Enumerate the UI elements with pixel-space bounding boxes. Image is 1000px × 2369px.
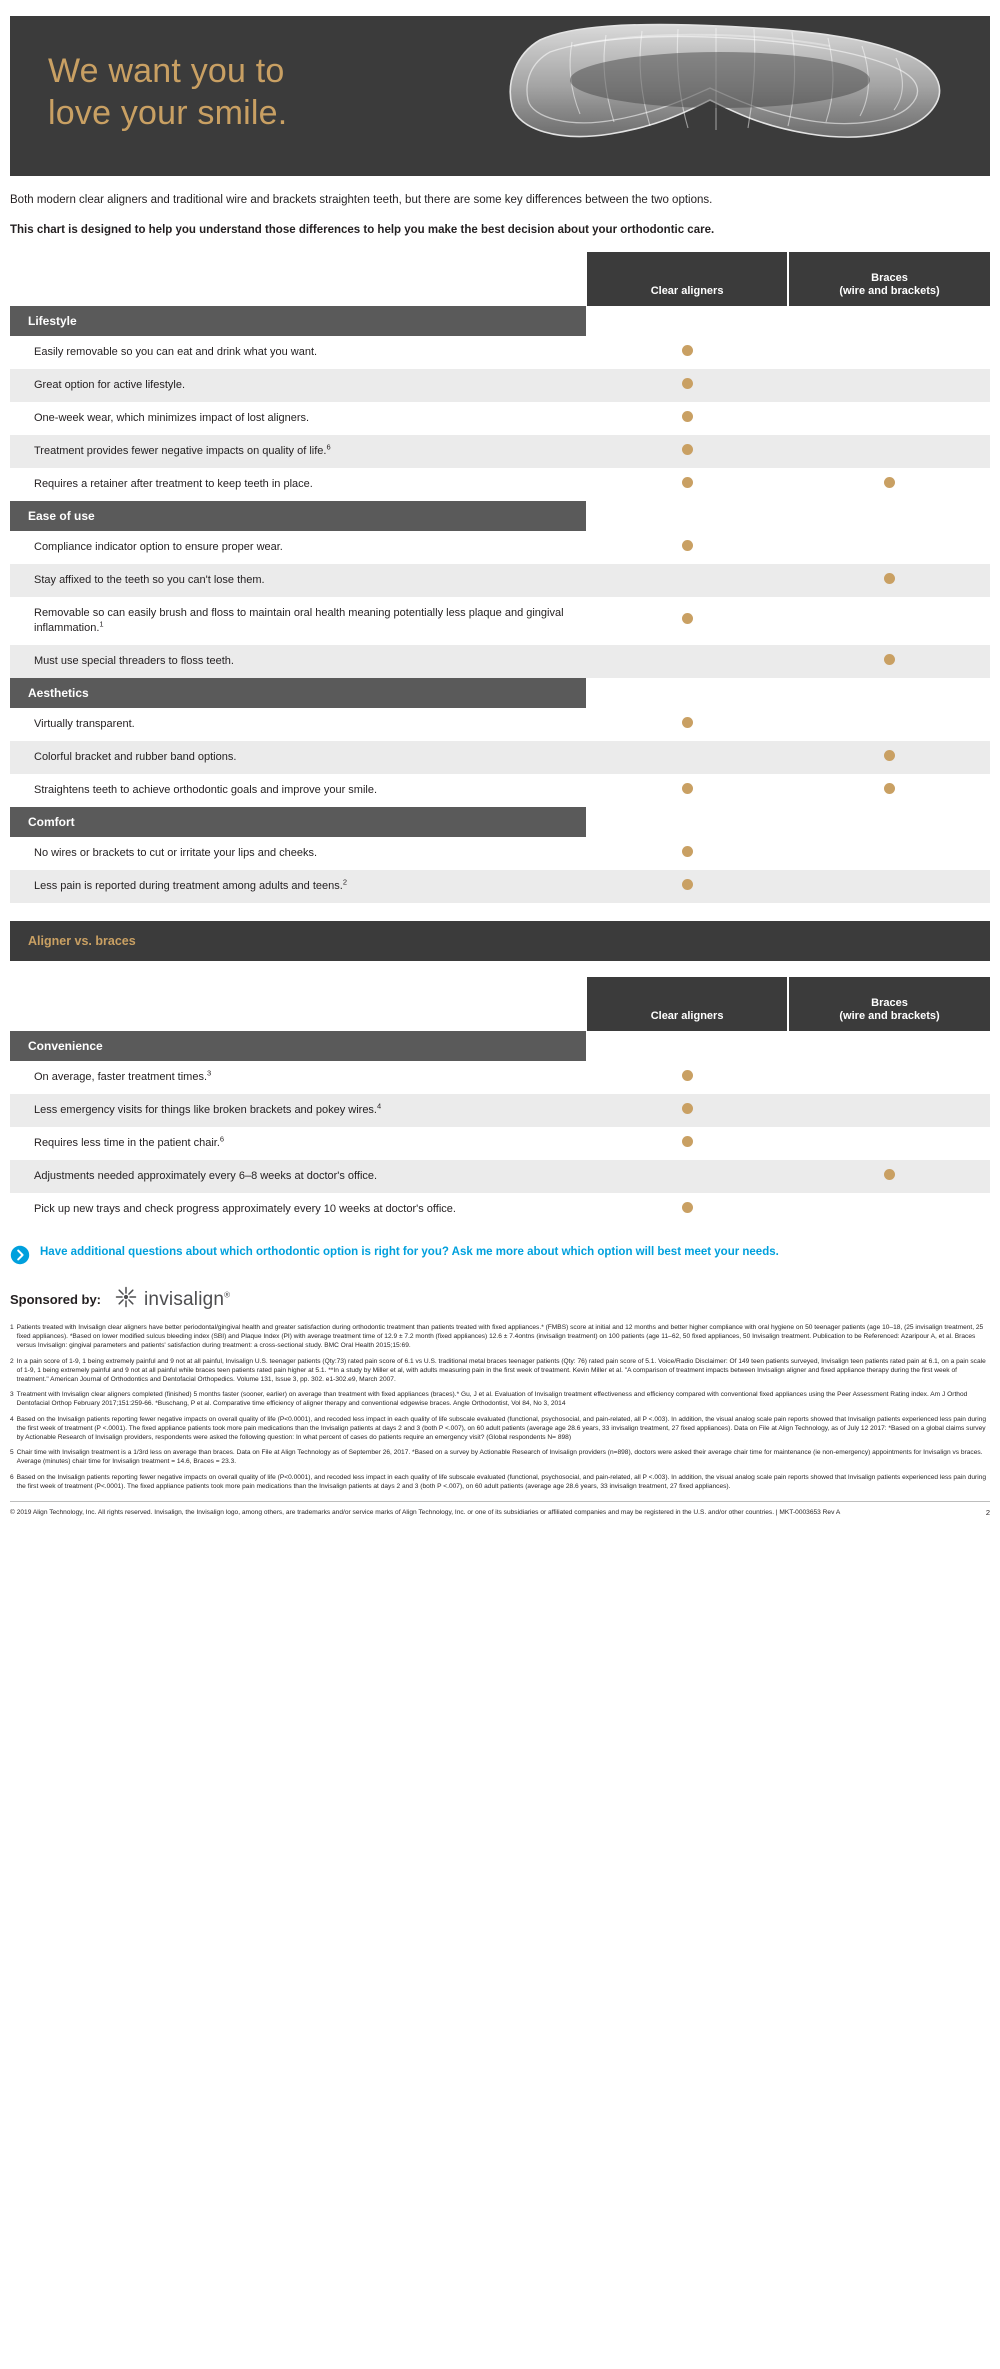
- braces-cell: [788, 402, 990, 435]
- column-header-braces-line2: (wire and brackets): [839, 1010, 940, 1022]
- feature-label-text: Removable so can easily brush and floss to maintain oral health meaning potentially less plaque and gingival inflammation.: [34, 607, 564, 634]
- section-blank-cell: [586, 678, 788, 708]
- table-row: [10, 837, 990, 870]
- check-dot-icon: [682, 613, 693, 624]
- section-title: Lifestyle: [10, 306, 586, 336]
- table-row: [10, 597, 990, 645]
- footnote-item: [10, 1390, 990, 1408]
- section-blank-cell: [586, 1031, 788, 1061]
- footnote-marker: 6: [219, 1134, 225, 1144]
- chevron-right-circle-icon: [10, 1245, 30, 1270]
- section-title: Comfort: [10, 807, 586, 837]
- footnote-text: Chair time with Invisalign treatment is a 1/3rd less on average than braces. Data on File at Align Technology as of September 26, 2017. *Based on a survey by Actionable Research of Invisalign providers (n=898), doctors were asked their average chair time for maintenance (ie non-emergency) appointments for Invisalign vs braces. Average (minutes) chair time for Invisalign treatment = 14.6, Braces = 23.3.: [16, 1449, 983, 1466]
- feature-label-text: Straightens teeth to achieve orthodontic goals and improve your smile.: [34, 784, 378, 796]
- footnote-text: In a pain score of 1-9, 1 being extremely painful and 9 not at all painful, Invisalign U.S. teenager patients (Qty:73) rated pain score of 6.1 vs U.S. traditional metal braces teenager patients (Qty: 76) rated pain score of 5.1. Voice/Radio Disclaimer: Of 149 teen patients surveyed, Invisalign teen patients rated pain at 6.1, on a pain scale of 1-9, 1 being extremely painful and 9 not at all painful while braces teen patients rated pain higher at 5.1. **In a study by Miller et al, with adults measuring pain in the first week of treatment. Kevin Miller et al. "A comparison of treatment impacts between Invisalign aligner and fixed appliance therapy during the first week of treatment." American Journal of Orthodontics and Dentofacial Orthopedics. Volume 131, Issue 3, pp. 302. e1-302.e9, March 2007.: [16, 1357, 986, 1384]
- feature-label-text: Easily removable so you can eat and drink what you want.: [34, 346, 318, 358]
- clear-aligners-cell: [586, 531, 788, 564]
- clear-aligners-cell: [586, 1193, 788, 1226]
- footnote-number: 4: [10, 1415, 14, 1423]
- check-dot-icon: [682, 1103, 693, 1114]
- table-row: [10, 564, 990, 597]
- section-header-row: [10, 306, 990, 336]
- feature-label: [10, 564, 586, 597]
- footnote-text: Based on the Invisalign patients reporting fewer negative impacts on overall quality of life (P<0.0001), and recoded less impact in each quality of life subscale evaluated (functional, psychosocial, and pain-related, all P <.003). In addition, the visual analog scale pain reports showed that Invisalign patients experienced less pain during the first week of treatment (P<.0001). The fixed appliance patients took more pain medications than the Invisalign patients at days 2 and 3 (both P <.007), on 60 adult patients (average age 28.6 years, 33 invisalign treatment, 27 fixed appliances).: [16, 1473, 987, 1490]
- footnote-text: Treatment with Invisalign clear aligners completed (finished) 5 months faster (sooner, earlier) on average than treatment with fixed appliances (braces).* Gu, J et al. Evaluation of Invisalign treatment effectiveness and efficiency compared with conventional fixed appliances using the Peer Assessment Rating index. Am J Orthod Dentofacial Orthop February 2017;151:259-66. *Buschang, P et al. Comparative time efficiency of aligner therapy and conventional edgewise braces. Angle Orthodontist, Vol 84, No 3, 2014: [16, 1391, 968, 1408]
- feature-label: [10, 1193, 586, 1226]
- clear-aligners-cell: [586, 369, 788, 402]
- braces-cell: [788, 1094, 990, 1127]
- clear-aligners-cell: [586, 435, 788, 468]
- braces-cell: [788, 369, 990, 402]
- section-blank-cell: [586, 501, 788, 531]
- check-dot-icon: [884, 783, 895, 794]
- check-dot-icon: [682, 540, 693, 551]
- feature-label: [10, 597, 586, 645]
- table-row: [10, 870, 990, 903]
- section-header-row: [10, 1031, 990, 1061]
- hero-headline: [48, 50, 287, 134]
- feature-label-text: On average, faster treatment times.: [34, 1071, 208, 1083]
- braces-cell: [788, 708, 990, 741]
- section-header-row: [10, 678, 990, 708]
- feature-label-text: Stay affixed to the teeth so you can't lose them.: [34, 574, 265, 586]
- table-row: [10, 369, 990, 402]
- table-row: [10, 774, 990, 807]
- table-row: [10, 336, 990, 369]
- feature-label-text: Virtually transparent.: [34, 718, 135, 730]
- clear-aligner-tray-image: [500, 22, 980, 172]
- feature-label-text: Requires a retainer after treatment to keep teeth in place.: [34, 478, 313, 490]
- comparison-table-two: [10, 977, 990, 1226]
- table-header-spacer: [10, 977, 586, 1031]
- check-dot-icon: [682, 411, 693, 422]
- braces-cell: [788, 1160, 990, 1193]
- table-row: [10, 468, 990, 501]
- table-row: [10, 708, 990, 741]
- sponsor-block: [10, 1286, 990, 1313]
- feature-label-text: Pick up new trays and check progress approximately every 10 weeks at doctor's office.: [34, 1203, 456, 1215]
- feature-label-text: No wires or brackets to cut or irritate your lips and cheeks.: [34, 847, 318, 859]
- clear-aligners-cell: [586, 468, 788, 501]
- footnote-text: Patients treated with Invisalign clear aligners have better periodontal/gingival health and greater satisfaction during orthodontic treatment than patients treated with fixed appliances.* (FMBS) score at initial and 12 months and better higher compliance with oral hygiene on 50 teenager patients (age 10–18, (25 invisalign treatment, 25 fixed appliances). *Based on lower modified sulcus bleeding index (SBI) and Plaque Index (PI) with average treatment time of 12.9 ± 7.2 month (fixed appliances) 12.6 ± 7.4ontns (invisalign treatment) on 100 patients (age 11–62, 50 fixed appliances, 50 Invisalign treatment. Publication to be Referenced: Azaripour A, et al. Braces versus Invisalign: gingival parameters and patients' satisfaction during treatment: a cross-sectional study. BMC Oral Health 2015;15:69.: [16, 1324, 984, 1350]
- feature-label-text: Adjustments needed approximately every 6–8 weeks at doctor's office.: [34, 1170, 378, 1182]
- clear-aligners-cell: [586, 837, 788, 870]
- feature-label-text: Great option for active lifestyle.: [34, 379, 186, 391]
- braces-cell: [788, 564, 990, 597]
- clear-aligners-cell: [586, 1061, 788, 1094]
- cta-text: Have additional questions about which orthodontic option is right for you? Ask me more about which option will best meet your needs.: [40, 1246, 779, 1258]
- braces-cell: [788, 774, 990, 807]
- braces-cell: [788, 741, 990, 774]
- check-dot-icon: [682, 1136, 693, 1147]
- footnote-marker: 4: [377, 1101, 382, 1111]
- invisalign-logo: [115, 1286, 230, 1313]
- clear-aligners-cell: [586, 774, 788, 807]
- aligner-vs-braces-banner: Aligner vs. braces: [10, 921, 990, 961]
- feature-label: [10, 774, 586, 807]
- clear-aligners-cell: [586, 597, 788, 645]
- footnote-item: [10, 1357, 990, 1385]
- footnote-number: 2: [10, 1357, 14, 1365]
- table-header-row: [10, 977, 990, 1031]
- footnote-marker: 6: [326, 442, 331, 452]
- section-title: Ease of use: [10, 501, 586, 531]
- intro-paragraph-2: This chart is designed to help you understand those differences to help you make the best decision about your orthodontic care.: [10, 224, 715, 236]
- table-header-spacer: [10, 252, 586, 306]
- braces-cell: [788, 336, 990, 369]
- feature-label: [10, 837, 586, 870]
- feature-label: [10, 645, 586, 678]
- check-dot-icon: [682, 345, 693, 356]
- clear-aligners-cell: [586, 1160, 788, 1193]
- hero-banner: [10, 16, 990, 176]
- cta-block[interactable]: [10, 1244, 990, 1270]
- table-row: [10, 1127, 990, 1160]
- footnote-marker: 1: [99, 619, 104, 629]
- check-dot-icon: [884, 573, 895, 584]
- footnote-item: [10, 1323, 990, 1351]
- feature-label-text: One-week wear, which minimizes impact of lost aligners.: [34, 412, 310, 424]
- section-title: Convenience: [10, 1031, 586, 1061]
- document-page: [0, 16, 1000, 1517]
- check-dot-icon: [884, 654, 895, 665]
- feature-label-text: Colorful bracket and rubber band options.: [34, 751, 237, 763]
- feature-label: [10, 870, 586, 903]
- feature-label-text: Less emergency visits for things like broken brackets and pokey wires.: [34, 1104, 377, 1116]
- check-dot-icon: [682, 783, 693, 794]
- feature-label: [10, 531, 586, 564]
- feature-label: [10, 1094, 586, 1127]
- braces-cell: [788, 1193, 990, 1226]
- column-header-clear-aligners: Clear aligners: [586, 977, 788, 1031]
- column-header-braces: [788, 977, 990, 1031]
- check-dot-icon: [682, 879, 693, 890]
- footnote-item: [10, 1415, 990, 1443]
- table-row: [10, 402, 990, 435]
- hero-headline-line1: We want you to: [48, 52, 285, 90]
- feature-label: [10, 1061, 586, 1094]
- section-blank-cell: [586, 807, 788, 837]
- footnote-item: [10, 1473, 990, 1491]
- check-dot-icon: [884, 750, 895, 761]
- footnote-number: 3: [10, 1391, 14, 1399]
- table-row: [10, 645, 990, 678]
- table-row: [10, 1094, 990, 1127]
- clear-aligners-cell: [586, 564, 788, 597]
- clear-aligners-cell: [586, 402, 788, 435]
- section-blank-cell: [586, 306, 788, 336]
- braces-cell: [788, 645, 990, 678]
- feature-label: [10, 708, 586, 741]
- table-header-row: [10, 252, 990, 306]
- feature-label: [10, 741, 586, 774]
- table-row: [10, 435, 990, 468]
- legal-text: © 2019 Align Technology, Inc. All rights reserved. Invisalign, the Invisalign logo, among others, are trademarks and/or service marks of Align Technology, Inc. or one of its subsidiaries or affiliated companies and may be registered in the U.S. and/or other countries. | MKT-0003653 Rev A: [10, 1509, 841, 1517]
- braces-cell: [788, 870, 990, 903]
- footnote-item: [10, 1448, 990, 1466]
- section-blank-cell: [788, 807, 990, 837]
- check-dot-icon: [682, 477, 693, 488]
- check-dot-icon: [682, 1202, 693, 1213]
- braces-cell: [788, 1061, 990, 1094]
- invisalign-registered-mark: ®: [224, 1290, 231, 1300]
- page-number: 2: [985, 1508, 990, 1518]
- column-header-braces: [788, 252, 990, 306]
- check-dot-icon: [682, 846, 693, 857]
- column-header-clear-aligners: Clear aligners: [586, 252, 788, 306]
- footnote-number: 6: [10, 1473, 14, 1481]
- feature-label: [10, 369, 586, 402]
- footnote-text: Based on the Invisalign patients reporting fewer negative impacts on overall quality of life (P<0.0001), and recoded less impact in each quality of life subscale evaluated (functional, psychosocial, and pain-related, all P <.003). In addition, the visual analog scale pain reports showed that Invisalign patients experienced less pain during the first week of treatment (P <.0001). The fixed appliance patients took more pain medications than the Invisalign patients at days 2 and 3 (both P <.007), on 60 adult patients (average age 28.6 years, 33 invisalign treatment, 27 fixed appliances). Data on File at Align Technology, as of July 12 2017: *Based on a global claims survey by Actionable Research of Invisalign providers, respondents were asked the following question: In what percent of cases do patients require an emergency visit? (Global respondents N= 898): [16, 1415, 987, 1442]
- clear-aligners-cell: [586, 645, 788, 678]
- section-title: Aesthetics: [10, 678, 586, 708]
- invisalign-starburst-icon: [115, 1286, 137, 1313]
- feature-label: [10, 468, 586, 501]
- footnote-marker: 2: [342, 877, 347, 887]
- footnotes-list: [10, 1323, 990, 1491]
- section-header-row: [10, 807, 990, 837]
- check-dot-icon: [682, 1070, 693, 1081]
- feature-label: [10, 1127, 586, 1160]
- feature-label-text: Less pain is reported during treatment among adults and teens.: [34, 880, 343, 892]
- feature-label-text: Must use special threaders to floss teeth.: [34, 655, 234, 667]
- check-dot-icon: [884, 1169, 895, 1180]
- section-blank-cell: [788, 306, 990, 336]
- table-row: [10, 1160, 990, 1193]
- feature-label: [10, 1160, 586, 1193]
- invisalign-wordmark: [144, 1289, 230, 1311]
- check-dot-icon: [682, 444, 693, 455]
- feature-label: [10, 435, 586, 468]
- footnote-number: 1: [10, 1324, 14, 1331]
- column-header-braces-line1: Braces: [871, 272, 908, 284]
- table-row: [10, 741, 990, 774]
- intro-text: [10, 192, 990, 238]
- section-header-row: [10, 501, 990, 531]
- feature-label-text: Requires less time in the patient chair.: [34, 1137, 220, 1149]
- banner-gap: [0, 961, 1000, 977]
- braces-cell: [788, 837, 990, 870]
- comparison-table-one: [10, 252, 990, 903]
- table-row: [10, 1061, 990, 1094]
- feature-label: [10, 402, 586, 435]
- sponsored-by-label: Sponsored by:: [10, 1292, 102, 1307]
- footnote-number: 5: [10, 1449, 14, 1457]
- column-header-braces-line1: Braces: [871, 997, 908, 1009]
- invisalign-brand-text: invisalign: [144, 1288, 225, 1310]
- braces-cell: [788, 1127, 990, 1160]
- clear-aligners-cell: [586, 870, 788, 903]
- feature-label-text: Compliance indicator option to ensure proper wear.: [34, 541, 283, 553]
- column-header-braces-line2: (wire and brackets): [839, 285, 940, 297]
- section-blank-cell: [788, 1031, 990, 1061]
- feature-label: [10, 336, 586, 369]
- check-dot-icon: [682, 378, 693, 389]
- clear-aligners-cell: [586, 708, 788, 741]
- braces-cell: [788, 531, 990, 564]
- hero-headline-line2: love your smile.: [48, 94, 288, 132]
- section-blank-cell: [788, 678, 990, 708]
- check-dot-icon: [682, 717, 693, 728]
- legal-divider: [10, 1501, 990, 1502]
- footnote-marker: 3: [207, 1068, 212, 1078]
- legal-footer: [10, 1508, 990, 1517]
- clear-aligners-cell: [586, 336, 788, 369]
- braces-cell: [788, 597, 990, 645]
- intro-paragraph-1: Both modern clear aligners and traditional wire and brackets straighten teeth, but there are some key differences between the two options.: [10, 194, 713, 206]
- clear-aligners-cell: [586, 741, 788, 774]
- table-row: [10, 531, 990, 564]
- table-row: [10, 1193, 990, 1226]
- feature-label-text: Treatment provides fewer negative impacts on quality of life.: [34, 445, 327, 457]
- braces-cell: [788, 435, 990, 468]
- braces-cell: [788, 468, 990, 501]
- check-dot-icon: [884, 477, 895, 488]
- clear-aligners-cell: [586, 1094, 788, 1127]
- section-blank-cell: [788, 501, 990, 531]
- clear-aligners-cell: [586, 1127, 788, 1160]
